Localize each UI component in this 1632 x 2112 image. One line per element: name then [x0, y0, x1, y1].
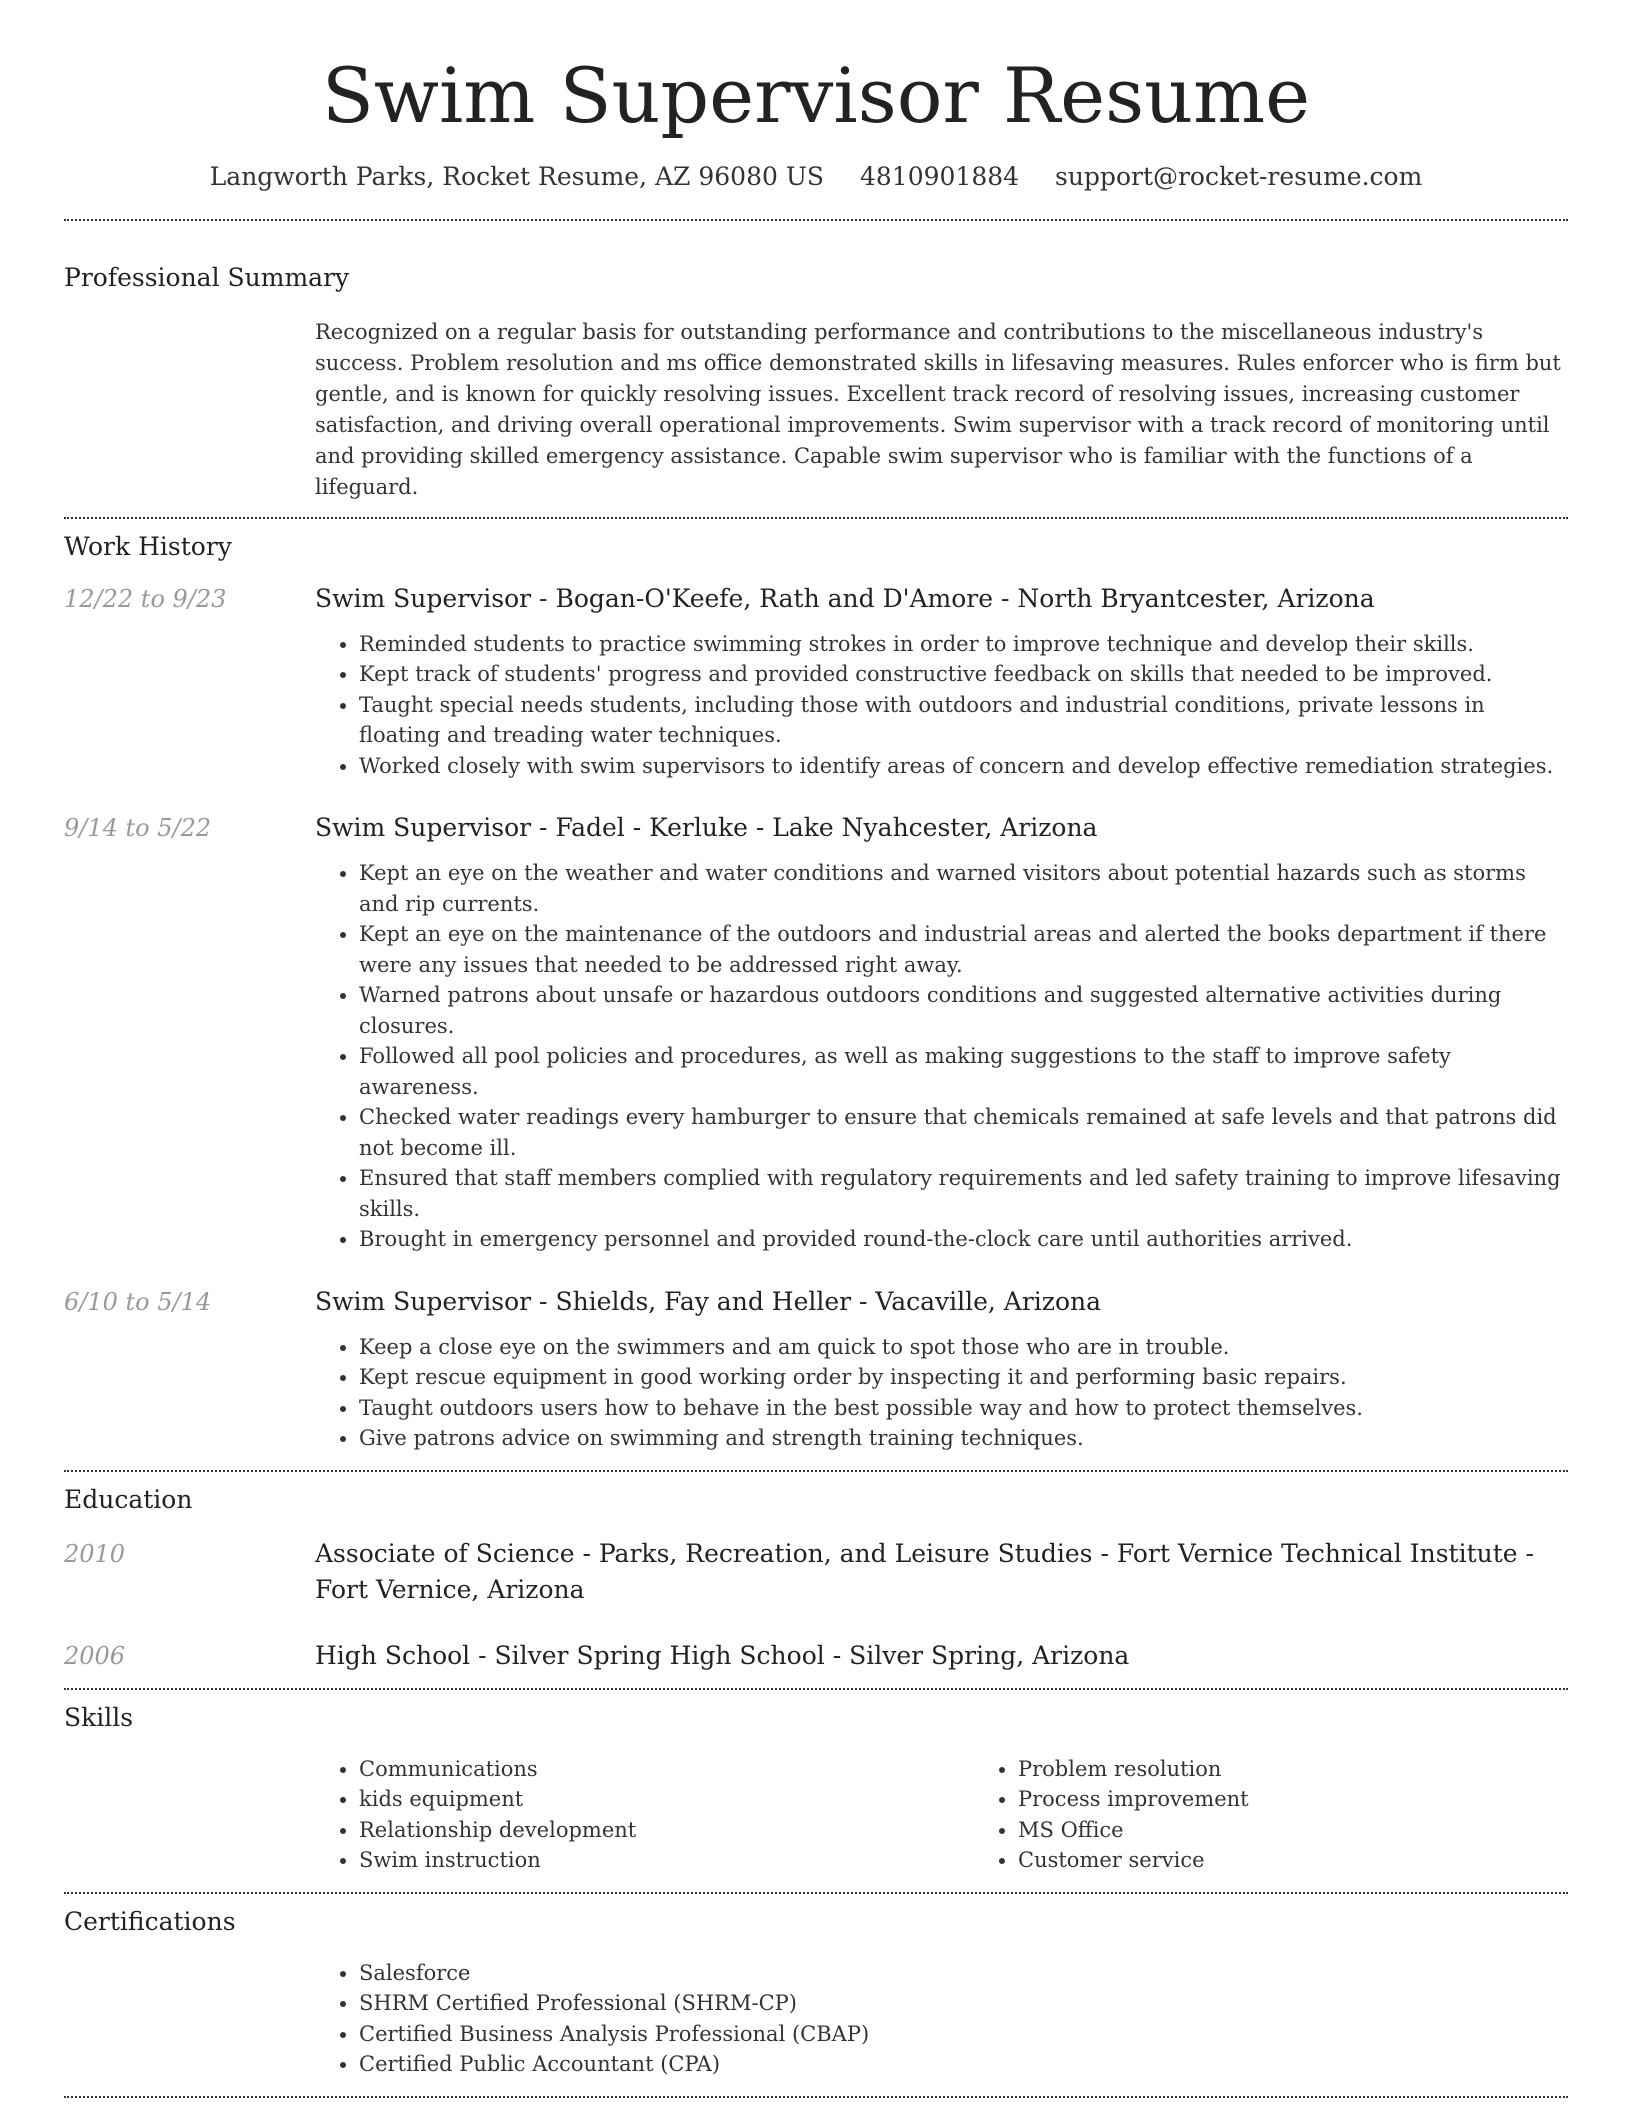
summary-section — [64, 221, 1568, 503]
work-history-heading: Work History — [64, 531, 232, 561]
list-item: • Ensured that staff members complied with regulatory requirements and led safety training to improve lifesaving skills. — [359, 1163, 1568, 1224]
contact-email: support@rocket-resume.com — [1055, 161, 1423, 191]
resume-header — [64, 0, 1568, 191]
certifications-section — [64, 1894, 1568, 2080]
list-item: • SHRM Certified Professional (SHRM-CP) — [359, 1988, 1568, 2019]
list-item: • Customer service — [1018, 1845, 1632, 1876]
education-title: High School - Silver Spring High School - Silver Spring, Arizona — [315, 1640, 1130, 1670]
list-item: • Reminded students to practice swimming strokes in order to improve technique and develop their skills. — [359, 629, 1568, 660]
job-title: Swim Supervisor - Shields, Fay and Heller - Vacaville, Arizona — [315, 1286, 1102, 1316]
certifications-heading: Certifications — [64, 1906, 236, 1936]
education-year: 2006 — [64, 1641, 126, 1670]
skills-list-right — [974, 1754, 1632, 1876]
job-bullets — [315, 629, 1568, 782]
contact-line — [64, 162, 1568, 191]
list-item: • Give patrons advice on swimming and strength training techniques. — [359, 1423, 1568, 1454]
certifications-divider — [64, 2096, 1568, 2098]
job-entry — [64, 812, 1568, 1255]
list-item: • Relationship development — [359, 1815, 974, 1846]
list-item: • Worked closely with swim supervisors to identify areas of concern and develop effective remediation strategies. — [359, 751, 1568, 782]
list-item: • Problem resolution — [1018, 1754, 1632, 1785]
list-item: • Checked water readings every hamburger to ensure that chemicals remained at safe levels and that patrons did not become ill. — [359, 1102, 1568, 1163]
education-entry — [64, 1638, 1568, 1674]
job-title: Swim Supervisor - Bogan-O'Keefe, Rath and D'Amore - North Bryantcester, Arizona — [315, 583, 1375, 613]
list-item: • MS Office — [1018, 1815, 1632, 1846]
list-item: • Brought in emergency personnel and provided round-the-clock care until authorities arrived. — [359, 1224, 1568, 1255]
job-dates: 9/14 to 5/22 — [64, 814, 212, 843]
skills-list-left — [315, 1754, 974, 1876]
skills-section — [64, 1690, 1568, 1876]
resume-title: Swim Supervisor Resume — [321, 51, 1311, 140]
list-item: • Salesforce — [359, 1958, 1568, 1989]
education-year: 2010 — [64, 1539, 126, 1568]
list-item: • Kept rescue equipment in good working order by inspecting it and performing basic repairs. — [359, 1362, 1568, 1393]
list-item: • Followed all pool policies and procedures, as well as making suggestions to the staff to improve safety awareness. — [359, 1041, 1568, 1102]
list-item: • Certified Business Analysis Professional (CBAP) — [359, 2019, 1568, 2050]
job-dates: 6/10 to 5/14 — [64, 1287, 212, 1316]
list-item: • Certified Public Accountant (CPA) — [359, 2049, 1568, 2080]
list-item: • Keep a close eye on the swimmers and am quick to spot those who are in trouble. — [359, 1332, 1568, 1363]
job-entry — [64, 583, 1568, 782]
summary-heading: Professional Summary — [64, 262, 350, 292]
list-item: • Kept an eye on the weather and water conditions and warned visitors about potential hazards such as storms and rip currents. — [359, 858, 1568, 919]
contact-phone: 4810901884 — [859, 161, 1020, 191]
list-item: • Process improvement — [1018, 1784, 1632, 1815]
summary-text: Recognized on a regular basis for outstanding performance and contributions to the miscellaneous industry's success. Problem resolution and ms office demonstrated skills in lifesaving measures. Rules enforcer who is firm but gentle, and is known for quickly resolving issues. Excellent track record of resolving issues, increasing customer satisfaction, and driving overall operational improvements. Swim supervisor with a track record of monitoring until and providing skilled emergency assistance. Capable swim supervisor who is familiar with the functions of a lifeguard. — [315, 319, 1561, 499]
education-entry — [64, 1536, 1568, 1608]
list-item: • Taught special needs students, including those with outdoors and industrial conditions, private lessons in floating and treading water techniques. — [359, 690, 1568, 751]
list-item: • Kept an eye on the maintenance of the outdoors and industrial areas and alerted the books department if there were any issues that needed to be addressed right away. — [359, 919, 1568, 980]
education-section — [64, 1472, 1568, 1674]
contact-address: Langworth Parks, Rocket Resume, AZ 96080 US — [209, 161, 825, 191]
job-entry — [64, 1286, 1568, 1454]
skills-heading: Skills — [64, 1702, 134, 1732]
job-bullets — [315, 858, 1568, 1255]
education-title: Associate of Science - Parks, Recreation, and Leisure Studies - Fort Vernice Technical Institute - Fort Vernice, Arizona — [315, 1538, 1534, 1604]
job-bullets — [315, 1332, 1568, 1454]
list-item: • Kept track of students' progress and provided constructive feedback on skills that needed to be improved. — [359, 659, 1568, 690]
job-title: Swim Supervisor - Fadel - Kerluke - Lake Nyahcester, Arizona — [315, 813, 1098, 843]
list-item: • Taught outdoors users how to behave in the best possible way and how to protect themselves. — [359, 1393, 1568, 1424]
job-dates: 12/22 to 9/23 — [64, 584, 227, 613]
list-item: • Communications — [359, 1754, 974, 1785]
list-item: • kids equipment — [359, 1784, 974, 1815]
work-history-section — [64, 519, 1568, 1454]
list-item: • Swim instruction — [359, 1845, 974, 1876]
certifications-list — [315, 1958, 1568, 2080]
list-item: • Warned patrons about unsafe or hazardous outdoors conditions and suggested alternative activities during closures. — [359, 980, 1568, 1041]
education-heading: Education — [64, 1484, 193, 1514]
